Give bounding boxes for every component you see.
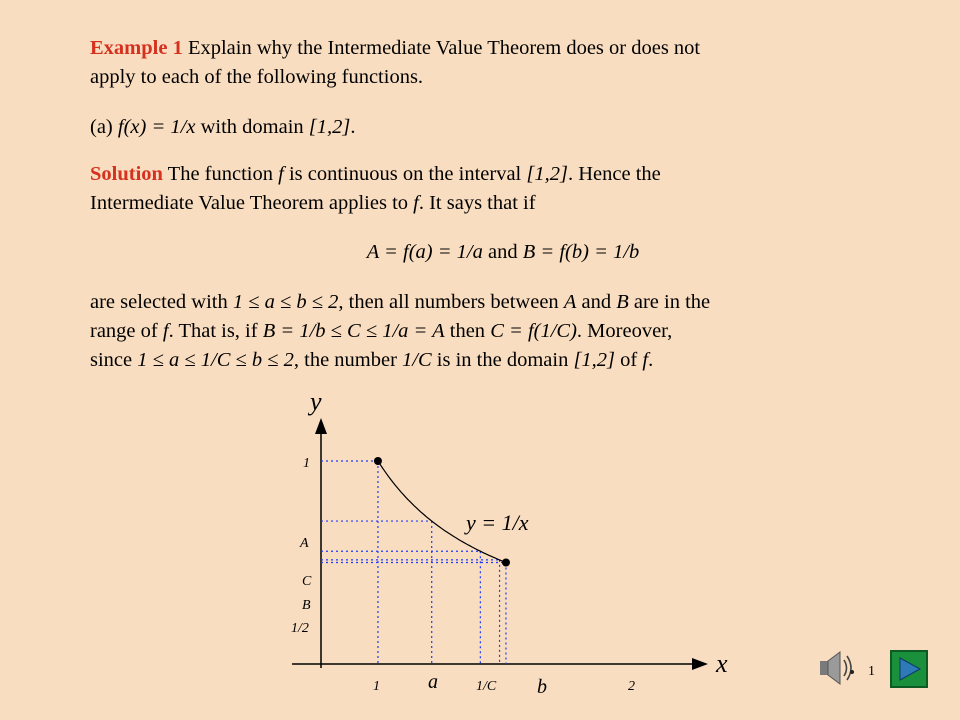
page-number: 1 bbox=[868, 664, 875, 679]
next-slide-button[interactable] bbox=[890, 650, 928, 688]
y-tick-C: C bbox=[302, 574, 312, 589]
solution-f: f bbox=[413, 192, 419, 214]
part-a-function: f(x) = 1/x bbox=[117, 116, 196, 138]
x-axis-label: x bbox=[716, 649, 728, 678]
x-tick-1-over-C: 1/C bbox=[476, 679, 497, 694]
equation-right: B = f(b) = 1/b bbox=[522, 241, 640, 263]
next-slide-icon bbox=[892, 652, 926, 686]
x-tick-2: 2 bbox=[628, 679, 635, 694]
solution-interval: [1,2] bbox=[526, 163, 568, 185]
solution-text: Intermediate Value Theorem applies to bbox=[90, 192, 414, 214]
para-text: range of bbox=[90, 320, 163, 342]
x-tick-1: 1 bbox=[373, 679, 380, 694]
var-f: f bbox=[642, 349, 649, 371]
para-text: , then all numbers between bbox=[338, 291, 564, 313]
para-text: are in the bbox=[628, 291, 711, 313]
para-text: since bbox=[90, 349, 138, 371]
part-a-prefix: (a) bbox=[90, 116, 118, 138]
solution-label: Solution bbox=[90, 163, 163, 185]
endpoint-start bbox=[374, 457, 382, 465]
part-a-suffix: . bbox=[350, 116, 356, 138]
part-a-mid: with domain bbox=[195, 116, 309, 138]
var-B: B bbox=[616, 291, 629, 313]
solution-text: is continuous on the interval bbox=[283, 163, 527, 185]
para-text: is in the domain bbox=[431, 349, 574, 371]
solution-text: The function bbox=[162, 163, 279, 185]
curve-label: y = 1/x bbox=[466, 510, 529, 535]
y-axis-label: y bbox=[310, 387, 322, 416]
y-tick-A: A bbox=[300, 536, 309, 551]
example-label: Example 1 bbox=[90, 37, 183, 59]
inequality-1: 1 ≤ a ≤ b ≤ 2 bbox=[232, 291, 339, 313]
inequality-3: 1 ≤ a ≤ 1/C ≤ b ≤ 2 bbox=[137, 349, 294, 371]
y-tick-1: 1 bbox=[303, 456, 310, 471]
solution-text: . It says that if bbox=[418, 192, 536, 214]
y-axis-arrow bbox=[315, 418, 327, 434]
para-text: . Moreover, bbox=[576, 320, 673, 342]
var-f: f bbox=[162, 320, 169, 342]
equation-left: A = f(a) = 1/a bbox=[366, 241, 483, 263]
equation-and: and bbox=[482, 241, 523, 263]
x-tick-b: b bbox=[537, 676, 547, 698]
speaker-icon[interactable] bbox=[818, 648, 858, 688]
para-text: then bbox=[444, 320, 491, 342]
domain-interval: [1,2] bbox=[573, 349, 616, 371]
inequality-2: B = 1/b ≤ C ≤ 1/a = A bbox=[262, 320, 445, 342]
para-text: of bbox=[615, 349, 643, 371]
para-text: and bbox=[576, 291, 617, 313]
para-text: , the number bbox=[293, 349, 403, 371]
endpoint-end bbox=[502, 559, 510, 567]
solution-text: . Hence the bbox=[567, 163, 661, 185]
y-tick-half: 1/2 bbox=[291, 621, 309, 636]
example-text-1: Explain why the Intermediate Value Theorem does or does not bbox=[182, 37, 701, 59]
var-1-over-C: 1/C bbox=[402, 349, 432, 371]
example-text-2: apply to each of the following functions. bbox=[90, 66, 424, 88]
para-text: . bbox=[648, 349, 654, 371]
solution-f: f bbox=[278, 163, 284, 185]
var-A: A bbox=[563, 291, 577, 313]
para-text: are selected with bbox=[90, 291, 233, 313]
equation-C: C = f(1/C) bbox=[490, 320, 577, 342]
x-axis-arrow bbox=[692, 658, 708, 670]
x-tick-a: a bbox=[428, 671, 438, 693]
y-tick-B: B bbox=[302, 598, 311, 613]
para-text: . That is, if bbox=[168, 320, 263, 342]
part-a-domain: [1,2] bbox=[308, 116, 351, 138]
